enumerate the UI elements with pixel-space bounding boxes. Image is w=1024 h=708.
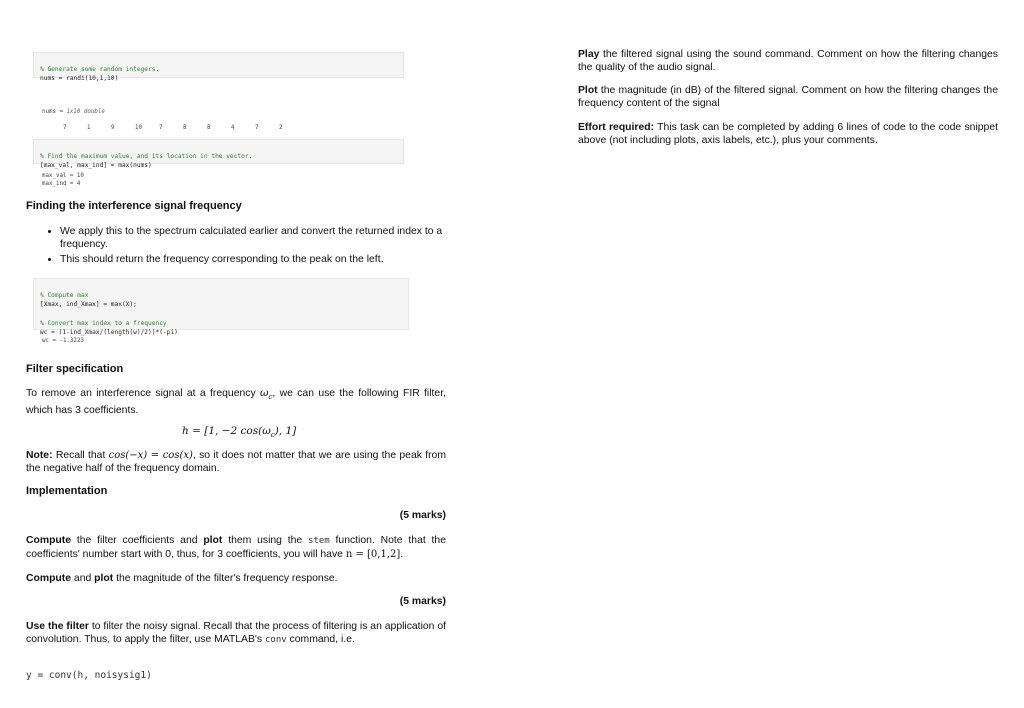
output-wc: wc = -1.3223 [42,338,84,344]
code-line: nums = randi(10,1,10) [40,75,119,82]
compute-plot-paragraph: Compute and plot the magnitude of the filter's frequency response. [26,573,338,584]
marks-label: (5 marks) [399,510,446,521]
code-block-generate [33,52,404,82]
bullet-item: • This should return the frequency corresponding to the peak on the left. [60,253,480,266]
code-block-find-max [33,139,404,169]
section-heading-filter-spec: Filter specification [26,363,124,375]
section-heading-interference: Finding the interference signal frequency [26,200,242,212]
code-comment: % Compute max [40,292,89,299]
code-comment: % Generate some random integers. [40,66,160,73]
output-value: 7 [255,125,259,131]
output-value: 7 [63,125,67,131]
code-line: [Xmax, ind_Xmax] = max(X); [40,301,137,308]
output-nums-values [50,124,290,132]
output-nums-header: nums = 1x10 double [42,109,105,115]
output-value: 9 [111,125,115,131]
output-value: 1 [87,125,91,131]
code-block-compute-max [33,278,409,336]
bullet-item: • We apply this to the spectrum calculated earlier and convert the returned index to a frequency. [60,225,480,251]
plot-paragraph: Plot the magnitude (in dB) of the filtered signal. Comment on how the filtering changes the frequency content of the signal [578,85,998,109]
marks-label: (5 marks) [399,596,446,607]
output-value: 7 [159,125,163,131]
effort-paragraph: Effort required: This task can be completed by adding 6 lines of code to the code snippet above (not including plots, axis labels, etc.), plus your comments. [578,122,998,146]
code-line: wc = (1-ind_Xmax/(length(w)/2))*(-pi) [40,329,178,336]
code-line: [max_val, max_ind] = max(nums) [40,162,152,169]
output-value: 10 [135,125,142,131]
output-value: 8 [207,125,211,131]
output-value: 2 [279,125,283,131]
output-value: 4 [231,125,235,131]
code-comment: % Find the maximum value, and its location in the vector. [40,153,253,160]
bullet-list [26,225,480,268]
use-filter-paragraph: Use the filter to filter the noisy signal. Recall that the process of filtering is an application of convolution. Thus, to apply the filter, use MATLAB's conv command, i.e. [26,621,446,645]
code-comment: % Convert max index to a frequency [40,320,167,327]
filter-equation: h = [1, −2 $\cos(\omega_c)$, 1] [182,425,297,440]
compute-paragraph: Compute the filter coefficients and plot them using the stem function. Note that the coefficients' number start with 0, thus, for 3 coefficients, you will have n = [0,1,2]. [26,535,446,560]
play-paragraph: Play the filtered signal using the sound command. Comment on how the filtering changes the quality of the audio signal. [578,49,998,73]
filter-spec-paragraph: To remove an interference signal at a frequency $\omega_c$, we can use the following FIR filter, which has 3 coefficients. [26,387,446,417]
note-paragraph: Note: Recall that cos(−x) = cos(x), so it does not matter that we are using the peak from the negative half of the frequency domain. [26,450,446,474]
conv-code-line: y = conv(h, noisysig1) [26,670,152,681]
output-value: 8 [183,125,187,131]
output-max: max_val = 10 max_ind = 4 [42,173,84,187]
section-heading-implementation: Implementation [26,485,108,497]
